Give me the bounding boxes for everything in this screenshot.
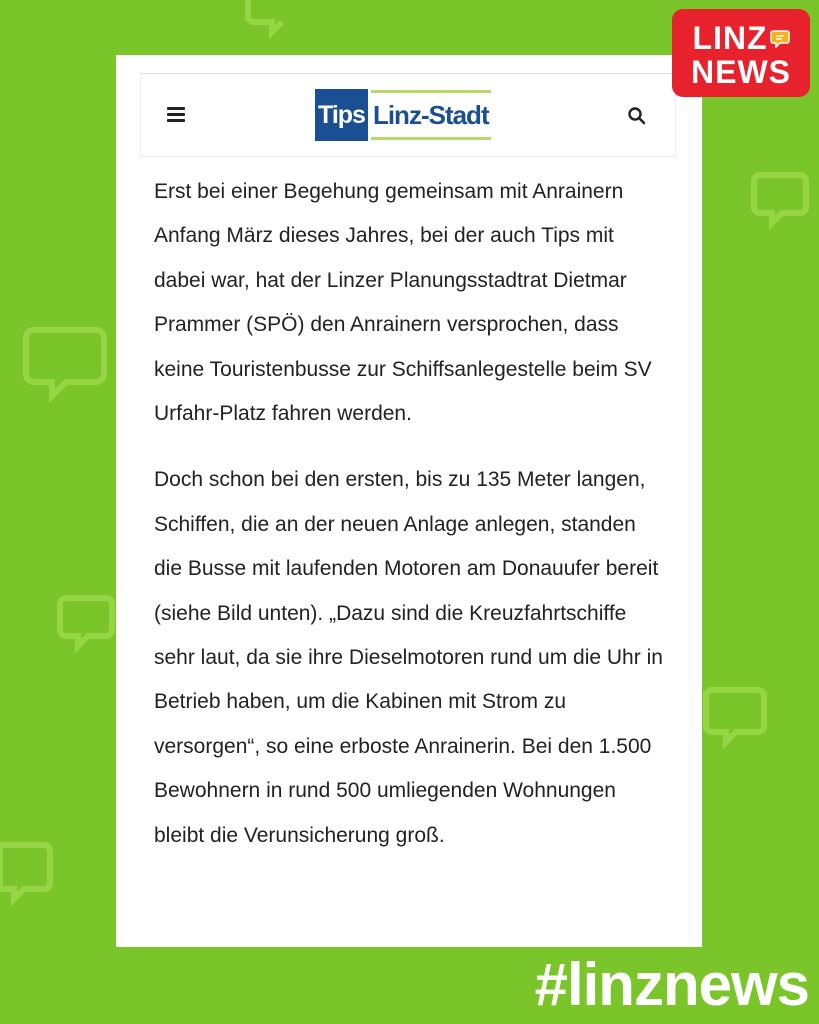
brand-line-1: LINZ bbox=[692, 20, 768, 56]
logo-line-bottom bbox=[371, 137, 491, 140]
brand-line-2: NEWS bbox=[691, 54, 791, 90]
hashtag-label: #linznews bbox=[534, 951, 809, 1018]
article-body bbox=[154, 170, 664, 858]
linz-news-logo bbox=[672, 9, 810, 97]
search-icon[interactable] bbox=[627, 106, 647, 126]
article-paragraph-2: Doch schon bei den ersten, bis zu 135 Meter langen, Schiffen, die an der neuen Anlage anlegen, standen die Busse mit laufenden Motoren am Donauufer bereit (siehe Bild unten). „Dazu sind die Kreuzfahrtschiffe sehr laut, da sie ihre Dieselmotoren rund um die Uhr in Betrieb haben, um die Kabinen mit Strom zu versorgen“, so eine erboste Anrainerin. Bei den 1.500 Bewohnern in rund 500 umliegenden Wohnungen bleibt die Verunsicherung groß. bbox=[154, 468, 663, 847]
site-logo[interactable] bbox=[315, 89, 491, 141]
article-card bbox=[116, 55, 702, 947]
logo-tips-text: Tips bbox=[315, 89, 368, 141]
logo-line-top bbox=[371, 90, 491, 93]
logo-city-text: Linz-Stadt bbox=[372, 99, 489, 130]
site-header bbox=[140, 73, 676, 157]
logo-city-wrap bbox=[371, 89, 491, 141]
speech-bubble-icon bbox=[770, 28, 790, 48]
hamburger-menu-icon[interactable] bbox=[167, 107, 185, 123]
article-paragraph-1: Erst bei einer Begehung gemeinsam mit Anrainern Anfang März dieses Jahres, bei der auch Tips mit dabei war, hat der Linzer Planungsstadtrat Dietmar Prammer (SPÖ) den Anrainern versprochen, dass keine Touristenbusse zur Schiffsanlegestelle beim SV Urfahr-Platz fahren werden. bbox=[154, 180, 652, 426]
